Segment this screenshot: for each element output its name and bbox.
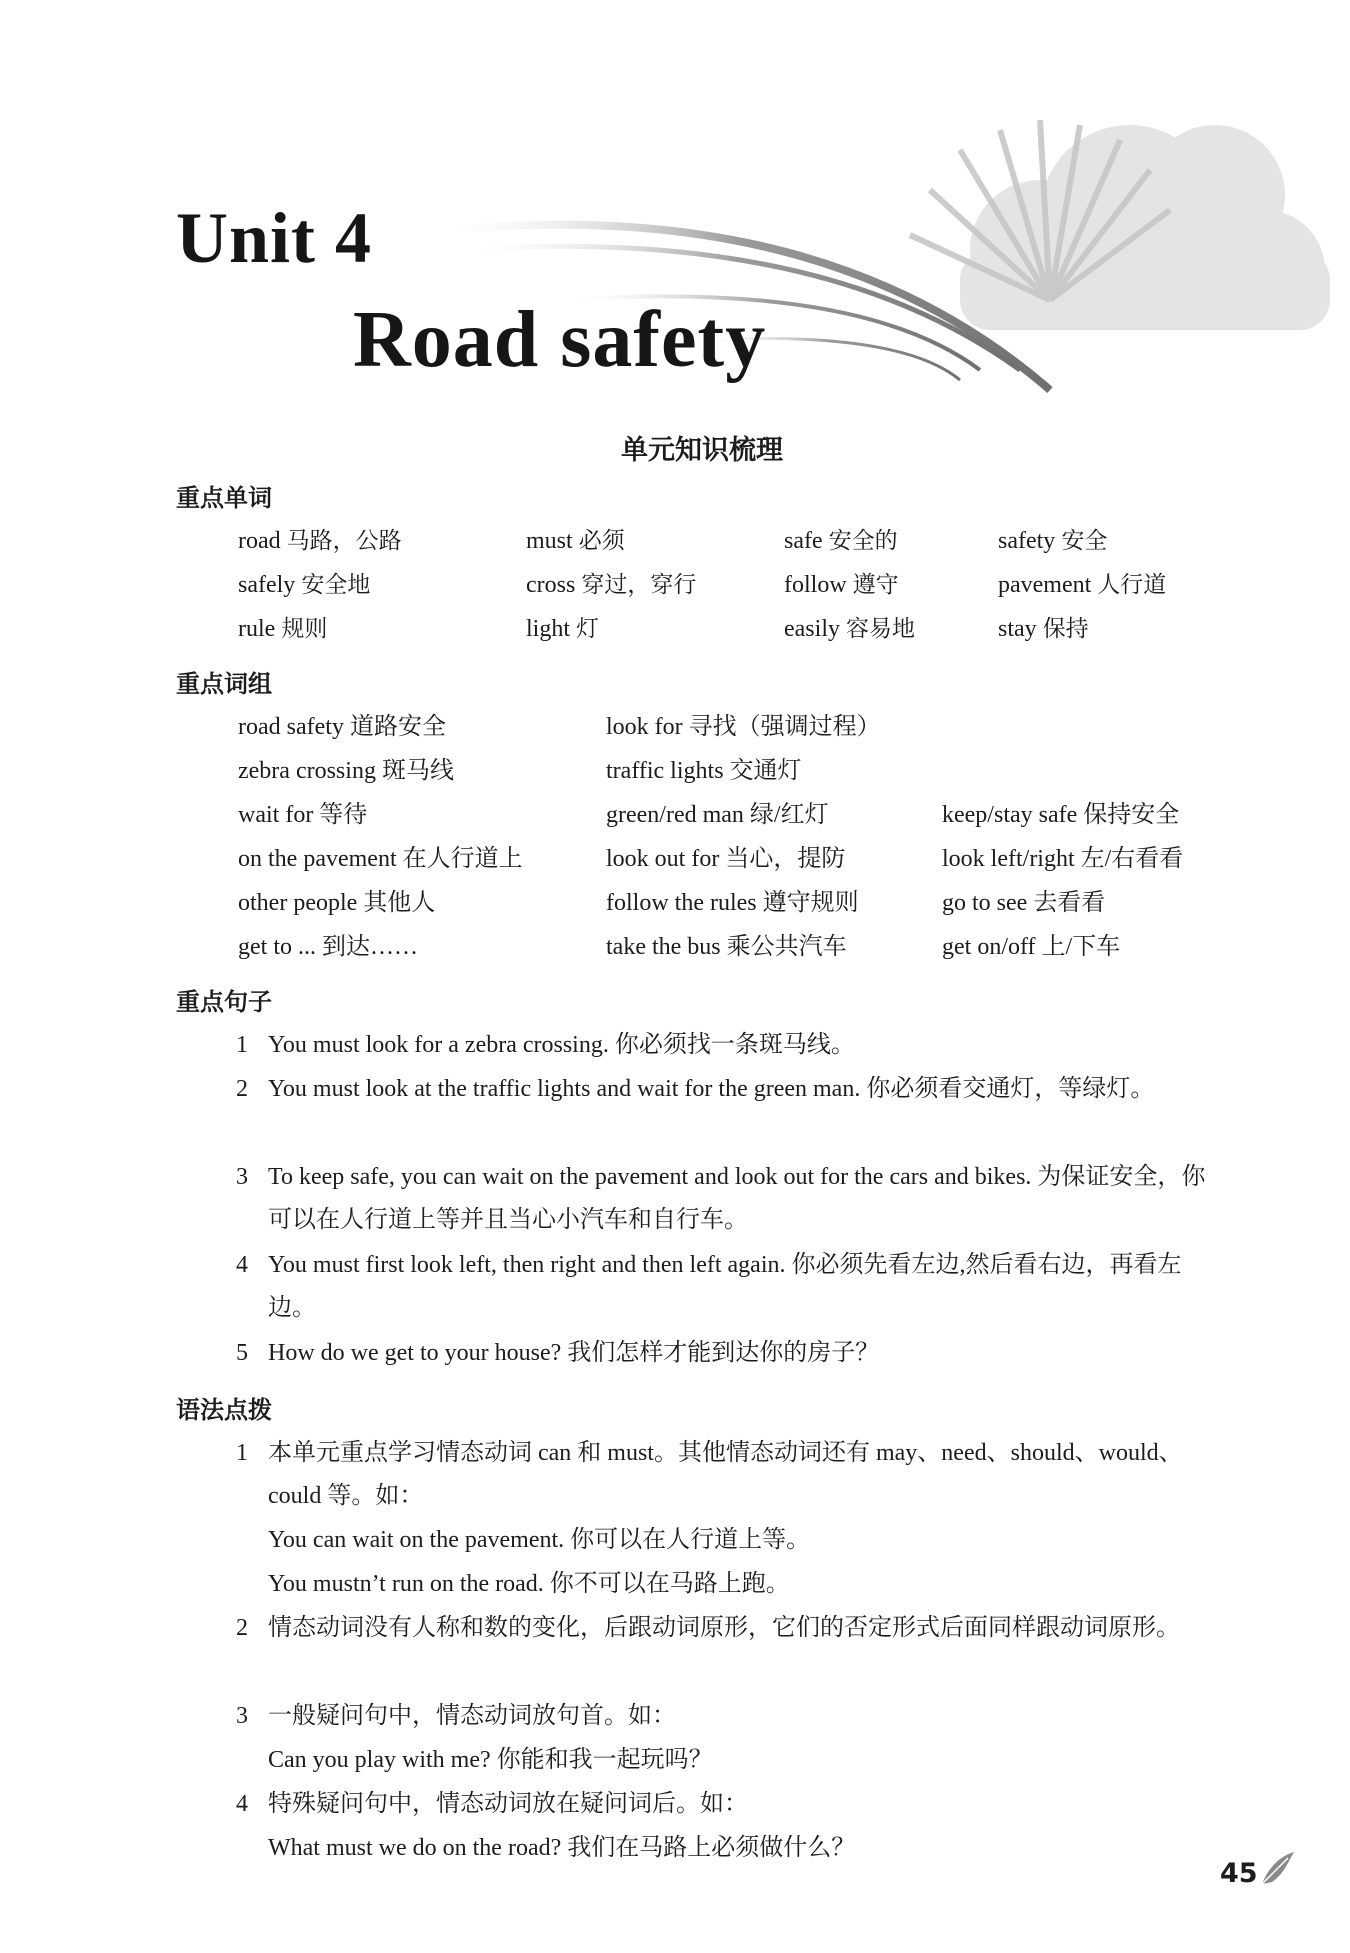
word-item: easily 容易地 xyxy=(784,616,915,642)
grammar-example: You mustn’t run on the road. 你不可以在马路上跑。 xyxy=(268,1571,790,1597)
phrase-item: follow the rules 遵守规则 xyxy=(606,890,859,916)
grammar-example: What must we do on the road? 我们在马路上必须做什么？ xyxy=(268,1835,856,1861)
phrase-item: go to see 去看看 xyxy=(942,890,1106,916)
phrase-item: get to ... 到达…… xyxy=(238,934,418,960)
grammar-item: 1 本单元重点学习情态动词 can 和 must。其他情态动词还有 may、need、should、would、could 等。如： xyxy=(236,1440,1183,1509)
grammar-example: Can you play with me? 你能和我一起玩吗？ xyxy=(268,1747,713,1773)
grammar-item: 3 一般疑问句中，情态动词放句首。如： xyxy=(236,1703,676,1729)
phrase-item: look for 寻找（强调过程） xyxy=(606,714,881,740)
word-item: light 灯 xyxy=(526,616,600,642)
sentences-heading: 重点句子 xyxy=(176,988,272,1016)
word-item: pavement 人行道 xyxy=(998,572,1167,598)
word-item: safely 安全地 xyxy=(238,572,371,598)
unit-number: Unit 4 xyxy=(176,198,373,278)
word-item: safety 安全 xyxy=(998,528,1108,554)
phrase-item: green/red man 绿/红灯 xyxy=(606,802,829,828)
phrase-item: keep/stay safe 保持安全 xyxy=(942,802,1180,828)
phrase-item: get on/off 上/下车 xyxy=(942,934,1121,960)
phrase-item: wait for 等待 xyxy=(238,802,368,828)
phrase-item: traffic lights 交通灯 xyxy=(606,758,802,784)
grammar-item: 2 情态动词没有人称和数的变化，后跟动词原形，它们的否定形式后面同样跟动词原形。 xyxy=(236,1615,1180,1641)
word-item: rule 规则 xyxy=(238,616,328,642)
unit-title: Road safety xyxy=(353,296,767,384)
phrase-item: zebra crossing 斑马线 xyxy=(238,758,454,784)
page-number: 45 xyxy=(1220,1858,1258,1889)
phrase-item: look out for 当心，提防 xyxy=(606,846,846,872)
phrase-item: take the bus 乘公共汽车 xyxy=(606,934,847,960)
grammar-heading: 语法点拨 xyxy=(176,1396,272,1424)
phrase-item: other people 其他人 xyxy=(238,890,436,916)
phrase-item: look left/right 左/右看看 xyxy=(942,846,1184,872)
word-item: safe 安全的 xyxy=(784,528,898,554)
phrases-heading: 重点词组 xyxy=(176,670,272,698)
word-item: follow 遵守 xyxy=(784,572,899,598)
word-item: cross 穿过，穿行 xyxy=(526,572,697,598)
words-heading: 重点单词 xyxy=(176,484,272,512)
word-item: must 必须 xyxy=(526,528,625,554)
grammar-example: You can wait on the pavement. 你可以在人行道上等。 xyxy=(268,1527,811,1553)
sentence-item: 1 You must look for a zebra crossing. 你必须找一条斑马线。 xyxy=(236,1032,855,1058)
sentence-item: 3 To keep safe, you can wait on the pavement and look out for the cars and bikes. 为保证安全，你可以在人行道上等并且当心小汽车和自行车。 xyxy=(236,1164,1206,1233)
phrase-item: on the pavement 在人行道上 xyxy=(238,846,523,872)
word-item: road 马路，公路 xyxy=(238,528,402,554)
phrase-item: road safety 道路安全 xyxy=(238,714,446,740)
leaf-icon xyxy=(1258,1848,1298,1888)
grammar-item: 4 特殊疑问句中，情态动词放在疑问词后。如： xyxy=(236,1791,748,1817)
sentence-item: 4 You must first look left, then right and then left again. 你必须先看左边,然后看右边，再看左边。 xyxy=(236,1252,1182,1321)
sentence-item: 2 You must look at the traffic lights and wait for the green man. 你必须看交通灯，等绿灯。 xyxy=(236,1076,1155,1102)
section-heading: 单元知识梳理 xyxy=(621,435,783,466)
word-item: stay 保持 xyxy=(998,616,1089,642)
sentence-item: 5 How do we get to your house? 我们怎样才能到达你的房子？ xyxy=(236,1340,880,1366)
